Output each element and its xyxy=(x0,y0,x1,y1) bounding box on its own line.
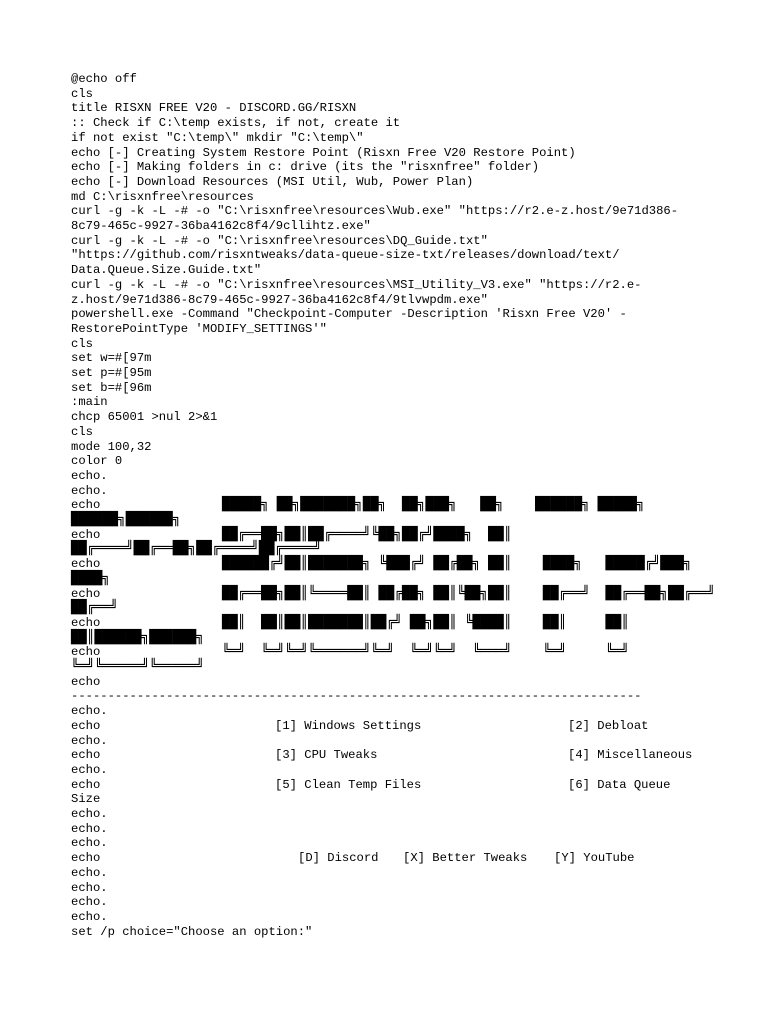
code-line: echo [-] Making folders in c: drive (its the "risxnfree" folder) xyxy=(71,160,540,175)
code-line: curl -g -k -L -# -o "C:\risxnfree\resources\Wub.exe" "https://r2.e-z.host/9e71d386- xyxy=(71,204,679,219)
code-line: mode 100,32 xyxy=(71,439,152,454)
menu-option-label: [3] CPU Tweaks xyxy=(275,748,378,763)
code-line: echo. xyxy=(71,836,108,851)
code-line: :main xyxy=(71,395,108,410)
code-line: powershell.exe -Command "Checkpoint-Computer -Description 'Risxn Free V20' - xyxy=(71,307,627,322)
code-line: RestorePointType 'MODIFY_SETTINGS'" xyxy=(71,321,327,336)
menu-option-label: [D] Discord xyxy=(298,851,379,866)
code-line: echo xyxy=(71,498,101,513)
code-line: color 0 xyxy=(71,454,123,469)
code-line: echo xyxy=(71,527,101,542)
code-line: cls xyxy=(71,424,93,439)
code-line: z.host/9e71d386-8c79-465c-9927-36ba4162c8f4/9tlvwpdm.exe" xyxy=(71,292,488,307)
code-line: echo xyxy=(71,777,101,792)
code-line: chcp 65001 >nul 2>&1 xyxy=(71,410,218,425)
menu-option-label: [4] Miscellaneous xyxy=(568,748,693,763)
menu-option-label: [5] Clean Temp Files xyxy=(275,777,422,792)
code-line: set w=#[97m xyxy=(71,351,152,366)
code-line: echo. xyxy=(71,468,108,483)
code-line: set b=#[96m xyxy=(71,380,152,395)
code-line: curl -g -k -L -# -o "C:\risxnfree\resources\DQ_Guide.txt" xyxy=(71,233,488,248)
code-line: echo. xyxy=(71,895,108,910)
code-line: echo xyxy=(71,645,101,660)
code-line: ------------------------------------------------------------------------------ xyxy=(71,689,642,704)
ascii-banner-line: ██╔══██╗██║╚════██║ ██╔██╗ ██║╚██╗██║ ██╔══╝ ██╔══██╗██╔══╝ xyxy=(222,585,716,601)
code-line: cls xyxy=(71,86,93,101)
code-line: echo xyxy=(71,748,101,763)
code-line: echo xyxy=(71,557,101,572)
ascii-banner-line: ██╔══██╗██║██╔════╝╚██╗██╔╝████╗ ██║ xyxy=(222,526,512,542)
code-line: echo xyxy=(71,615,101,630)
code-line: echo [-] Download Resources (MSI Util, Wub, Power Plan) xyxy=(71,174,474,189)
code-line: set /p choice="Choose an option:" xyxy=(71,924,313,939)
code-line: curl -g -k -L -# -o "C:\risxnfree\resources\MSI_Utility_V3.exe" "https://r2.e- xyxy=(71,277,642,292)
code-line: echo. xyxy=(71,733,108,748)
code-line: echo. xyxy=(71,865,108,880)
code-line: echo. xyxy=(71,909,108,924)
code-line: "https://github.com/risxntweaks/data-queue-size-txt/releases/download/text/ xyxy=(71,248,620,263)
ascii-banner-line: █████╗ ██╗███████╗██╗ ██╗███╗ ██╗ ██████╗ █████╗ xyxy=(222,497,645,513)
code-line: echo. xyxy=(71,704,108,719)
ascii-banner-line: ██╔══╝ xyxy=(71,600,118,616)
ascii-banner-line: ╚═╝ ╚═╝╚═╝╚══════╝╚═╝ ╚═╝╚═╝ ╚═══╝ ╚═╝ ╚═╝ xyxy=(222,644,629,660)
ascii-banner-line: ██║██████╗██████╗ xyxy=(71,629,205,645)
menu-option-label: [2] Debloat xyxy=(568,718,649,733)
menu-option-label: [6] Data Queue xyxy=(568,777,671,792)
code-line: echo xyxy=(71,586,101,601)
code-line: echo xyxy=(71,718,101,733)
ascii-banner-line: ██╔════╝██╔══██╗██╔════╝██╔════╝ xyxy=(71,541,322,557)
ascii-banner-line: ╚═╝╚═════╝╚═════╝ xyxy=(71,659,205,674)
code-line: @echo off xyxy=(71,72,137,86)
menu-option-label: [Y] YouTube xyxy=(554,851,635,866)
code-line: set p=#[95m xyxy=(71,366,152,380)
ascii-banner-line: ██████╗██████╗ xyxy=(71,512,181,527)
code-line: echo. xyxy=(71,821,108,836)
code-line: echo. xyxy=(71,483,108,498)
code-line: if not exist "C:\temp\" mkdir "C:\temp\" xyxy=(71,130,364,145)
code-line: Size xyxy=(71,792,101,807)
code-line: md C:\risxnfree\resources xyxy=(71,189,254,204)
ascii-banner-line: ██║ ██║██║███████║██╔╝ ██╗██║ ╚████║ ██║ ██║ xyxy=(222,614,629,630)
code-line: :: Check if C:\temp exists, if not, create it xyxy=(71,116,401,131)
code-line: echo. xyxy=(71,880,108,895)
code-line: echo xyxy=(71,851,101,866)
code-line: echo. xyxy=(71,762,108,777)
code-line: title RISXN FREE V20 - DISCORD.GG/RISXN xyxy=(71,101,357,116)
menu-option-label: [1] Windows Settings xyxy=(275,718,422,733)
menu-option-label: [X] Better Tweaks xyxy=(403,851,528,866)
code-line: 8c79-465c-9927-36ba4162c8f4/9cllihtz.exe" xyxy=(71,219,371,233)
code-line: echo xyxy=(71,674,101,689)
code-line: Data.Queue.Size.Guide.txt" xyxy=(71,263,262,278)
code-line: cls xyxy=(71,336,93,351)
code-line: echo. xyxy=(71,807,108,821)
ascii-banner-line: ██████╔╝██║███████╗ ╚███╔╝ ██╔██╗ ██║ ████╗ █████╔╝███╗ xyxy=(222,556,692,572)
ascii-banner-line: ████╗ xyxy=(71,570,111,586)
code-line: echo [-] Creating System Restore Point (Risxn Free V20 Restore Point) xyxy=(71,145,576,160)
